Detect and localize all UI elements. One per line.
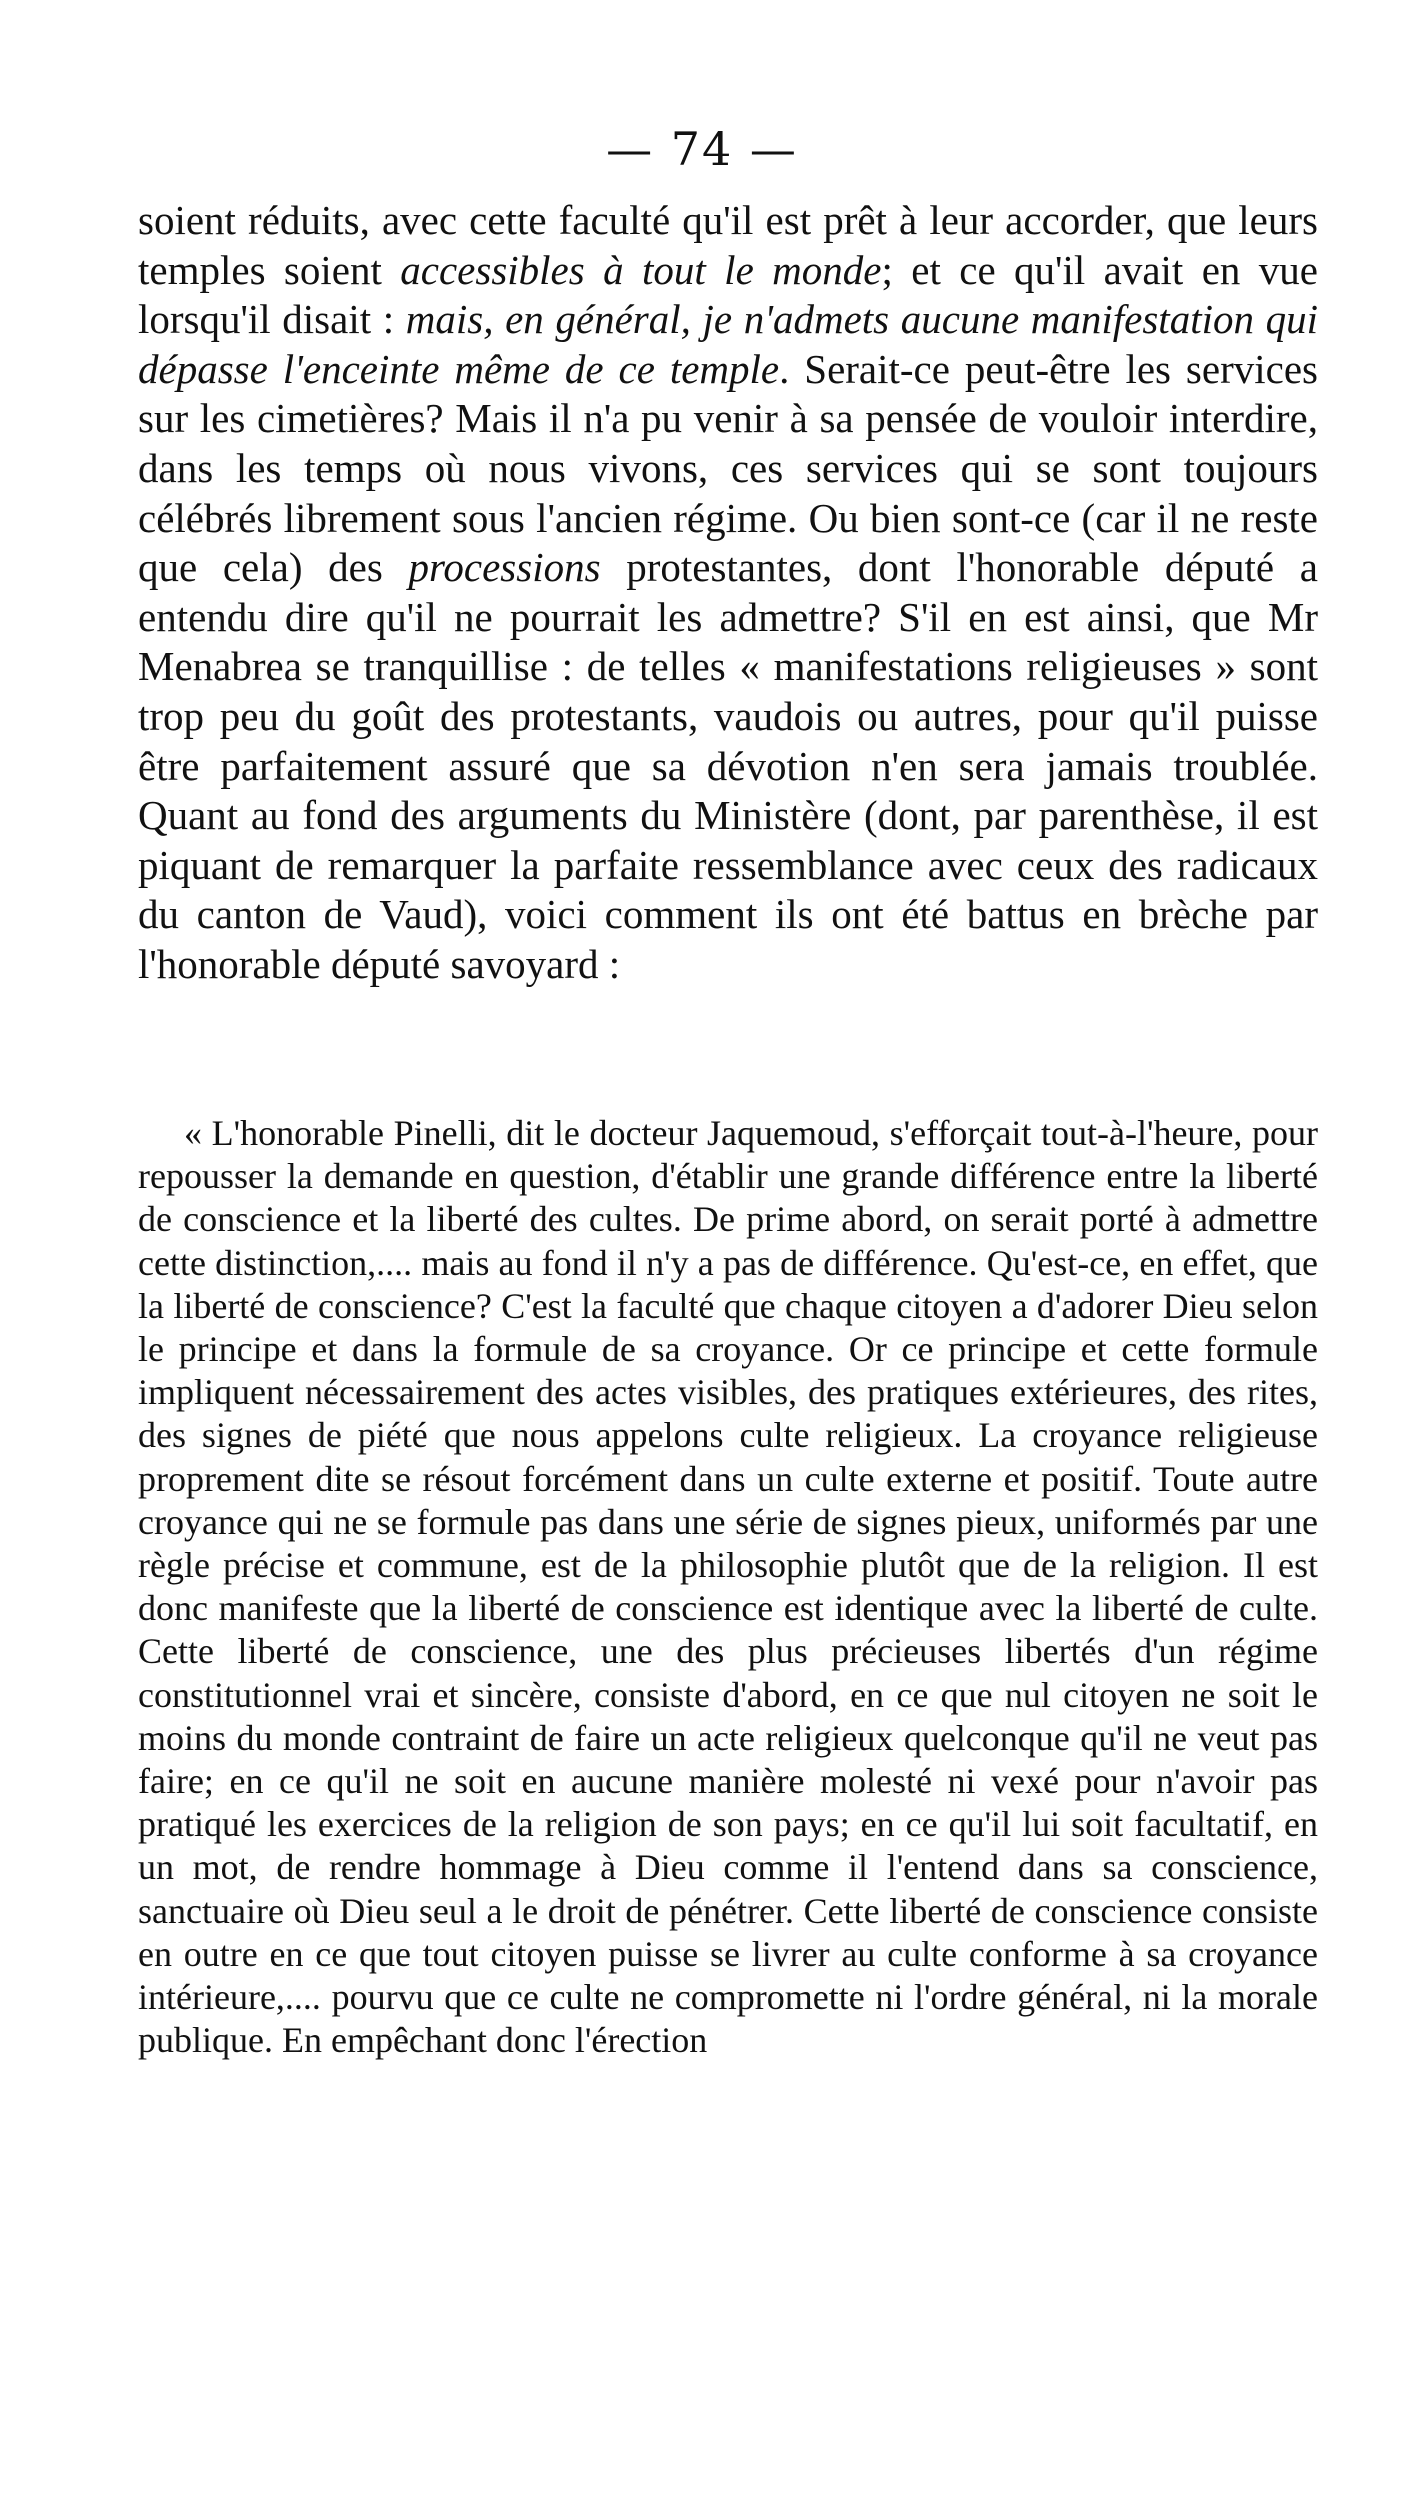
- main-paragraph: [138, 196, 1318, 990]
- block-quote: [138, 1112, 1318, 2062]
- text-segment: . Serait-ce peut-être les services sur les cimetières? Mais il n'a pu venir à sa pensée de vouloir interdire, dans les temps où nous vivons, ces services qui se sont toujours célébrés librement sous l'ancien régime. Ou bien sont-ce (car il ne reste que cela) des: [138, 345, 1318, 591]
- quote-paragraph: « L'honorable Pinelli, dit le docteur Jaquemoud, s'efforçait tout-à-l'heure, pour repousser la demande en question, d'établir une grande différence entre la liberté de conscience et la liberté des cultes. De prime abord, on serait porté à admettre cette distinction,.... mais au fond il n'y a pas de différence. Qu'est-ce, en effet, que la liberté de conscience? C'est la faculté que chaque citoyen a d'adorer Dieu selon le principe et dans la formule de sa croyance. Or ce principe et cette formule impliquent nécessairement des actes visibles, des pratiques extérieures, des rites, des signes de piété que nous appelons culte religieux. La croyance religieuse proprement dite se résout forcément dans un culte externe et positif. Toute autre croyance qui ne se formule pas dans une série de signes pieux, uniformés par une règle précise et commune, est de la philosophie plutôt que de la religion. Il est donc manifeste que la liberté de conscience est identique avec la liberté de culte. Cette liberté de conscience, une des plus précieuses libertés d'un régime constitutionnel vrai et sincère, consiste d'abord, en ce que nul citoyen ne soit le moins du monde contraint de faire un acte religieux quelconque qu'il ne veut pas faire; en ce qu'il ne soit en aucune manière molesté ni vexé pour n'avoir pas pratiqué les exercices de la religion de son pays; en ce qu'il lui soit facultatif, en un mot, de rendre hommage à Dieu comme il l'entend dans sa conscience, sanctuaire où Dieu seul a le droit de pénétrer. Cette liberté de conscience consiste en outre en ce que tout citoyen puisse se livrer au culte conforme à sa croyance intérieure,.... pourvu que ce culte ne compromette ni l'ordre général, ni la morale publique. En empêchant donc l'érection: [138, 1113, 1318, 2061]
- italic-segment: accessibles à tout le monde: [400, 246, 882, 293]
- text-segment: soient réduits, avec cette faculté qu'il est prêt à leur accorder, que leurs temples soient: [138, 197, 1318, 293]
- text-segment: ; et ce qu'il avait en vue lorsqu'il disait :: [138, 246, 1318, 343]
- italic-segment: mais, en général, je n'admets aucune manifestation qui dépasse l'enceinte même de ce temple: [138, 296, 1318, 392]
- text-segment: protestantes, dont l'honorable député a entendu dire qu'il ne pourrait les admettre? S'il en est ainsi, que Mr Menabrea se tranquillise : de telles « manifestations religieuses » sont trop peu du goût des protestants, vaudois ou autres, pour qu'il puisse être parfaitement assuré que sa dévotion n'en sera jamais troublée. Quant au fond des arguments du Ministère (dont, par parenthèse, il est piquant de remarquer la parfaite ressemblance avec ceux des radicaux du canton de Vaud), voici comment ils ont été battus en brèche par l'honorable député savoyard :: [138, 544, 1318, 987]
- page-number: — 74 —: [606, 122, 798, 176]
- italic-segment: processions: [408, 544, 601, 591]
- paragraph-text: [138, 196, 1318, 990]
